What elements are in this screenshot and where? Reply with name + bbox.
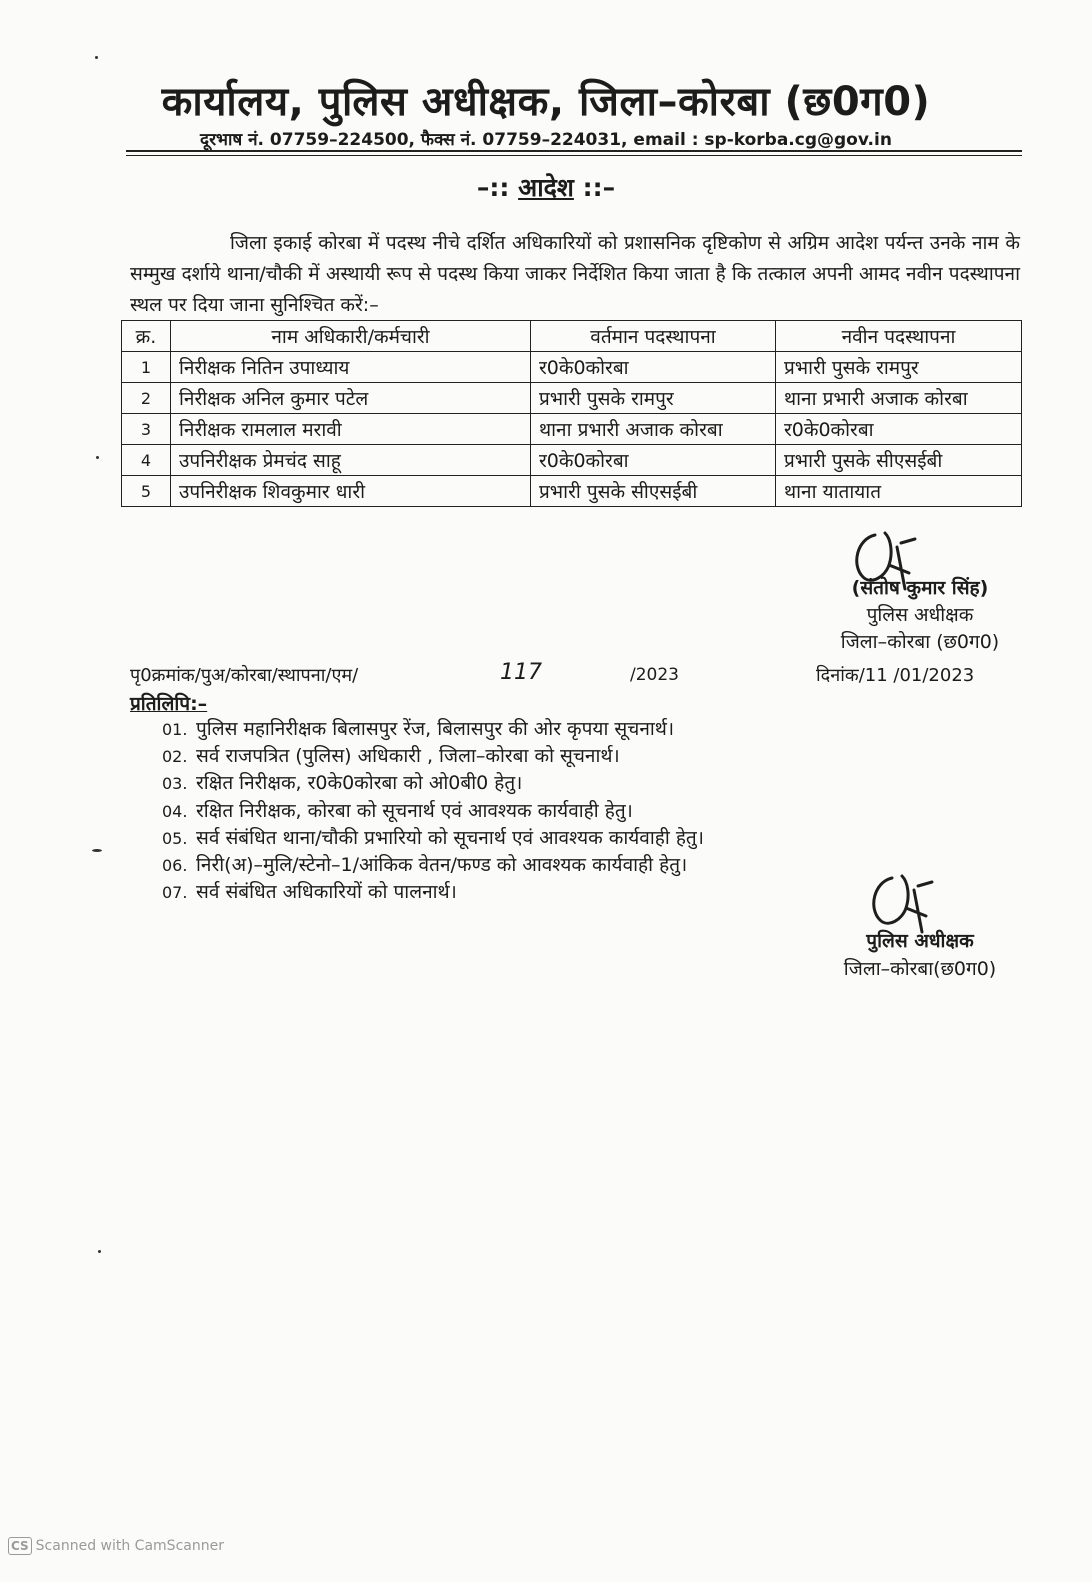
order-title <box>0 170 1092 204</box>
cell-name: निरीक्षक अनिल कुमार पटेल <box>171 383 531 414</box>
list-item <box>162 879 704 906</box>
reference-number: 117 <box>500 660 542 685</box>
order-title-prefix: –:: <box>476 173 519 202</box>
signatory2-district: जिला–कोरबा(छ0ग0) <box>843 958 997 980</box>
copies-list <box>162 716 704 906</box>
header-divider-thin <box>126 155 1022 156</box>
list-item <box>162 852 704 879</box>
table-row <box>122 476 1022 507</box>
item-number: 01. <box>162 720 188 739</box>
order-title-text: आदेश <box>518 173 574 202</box>
reference-year: /2023 <box>630 665 679 685</box>
contact-line: दूरभाष नं. 07759–224500, फैक्स नं. 07759–224031, email : sp-korba.cg@gov.in <box>200 130 892 150</box>
cell-name: उपनिरीक्षक प्रेमचंद साहू <box>171 445 531 476</box>
col-header-new-posting: नवीन पदस्थापना <box>776 321 1022 352</box>
cell-name: निरीक्षक नितिन उपाध्याय <box>171 352 531 383</box>
cell-serial: 5 <box>122 476 171 507</box>
item-text: पुलिस महानिरीक्षक बिलासपुर रेंज, बिलासपुर की ओर कृपया सूचनार्थ। <box>196 718 675 740</box>
watermark-text: Scanned with CamScanner <box>35 1538 224 1554</box>
posting-table <box>121 320 1022 507</box>
item-text: सर्व संबंधित अधिकारियों को पालनार्थ। <box>196 881 457 904</box>
cell-name: उपनिरीक्षक शिवकुमार धारी <box>171 476 531 507</box>
item-number: 05. <box>162 828 188 848</box>
item-number: 04. <box>162 801 188 821</box>
cell-serial: 1 <box>122 352 171 383</box>
cell-current-posting: प्रभारी पुसके सीएसईबी <box>531 476 776 507</box>
signatory-district: जिला–कोरबा (छ0ग0) <box>840 631 1000 653</box>
list-item <box>162 770 704 797</box>
table-row <box>122 352 1022 383</box>
cell-new-posting: र0के0कोरबा <box>776 414 1022 445</box>
cell-current-posting: र0के0कोरबा <box>531 445 776 476</box>
table-header-row <box>122 321 1022 352</box>
cell-new-posting: प्रभारी पुसके सीएसईबी <box>776 445 1022 476</box>
cell-serial: 4 <box>122 445 171 476</box>
signatory2-designation: पुलिस अधीक्षक <box>866 930 974 952</box>
signatory-block <box>790 575 1050 656</box>
list-item <box>162 743 704 770</box>
col-header-current-posting: वर्तमान पदस्थापना <box>531 321 776 352</box>
cell-current-posting: थाना प्रभारी अजाक कोरबा <box>531 414 776 445</box>
scan-speck <box>95 56 98 59</box>
table-row <box>122 383 1022 414</box>
order-paragraph: जिला इकाई कोरबा में पदस्थ नीचे दर्शित अधिकारियों को प्रशासनिक दृष्टिकोण से अग्रिम आदेश पर्यन्त उनके नाम के सम्मुख दर्शाये थाना/चौकी में अस्थायी रूप से पदस्थ किया जाकर निर्देशित किया जाता है कि तत्काल अपनी आमद नवीन पदस्थापना स्थल पर दिया जाना सुनिश्चित करें:– <box>130 232 1020 316</box>
col-header-serial: क्र. <box>122 321 171 352</box>
item-number: 02. <box>162 747 188 767</box>
office-title: कार्यालय, पुलिस अधीक्षक, जिला–कोरबा (छ0ग0) <box>161 79 931 125</box>
scan-speck <box>96 456 99 459</box>
cell-serial: 3 <box>122 414 171 445</box>
item-text: निरी(अ)–मुलि/स्टेनो–1/आंकिक वेतन/फण्ड को आवश्यक कार्यवाही हेतु। <box>196 854 688 877</box>
item-text: रक्षित निरीक्षक, कोरबा को सूचनार्थ एवं आवश्यक कार्यवाही हेतु। <box>196 799 633 822</box>
list-item <box>162 798 704 825</box>
item-number: 03. <box>162 774 188 794</box>
table-row <box>122 414 1022 445</box>
item-number: 06. <box>162 856 188 876</box>
cell-new-posting: प्रभारी पुसके रामपुर <box>776 352 1022 383</box>
camscanner-logo-icon: CS <box>8 1537 32 1555</box>
cell-current-posting: प्रभारी पुसके रामपुर <box>531 383 776 414</box>
item-text: सर्व राजपत्रित (पुलिस) अधिकारी , जिला–कोरबा को सूचनार्थ। <box>196 745 620 768</box>
order-date: दिनांक/11 /01/2023 <box>816 665 975 686</box>
scan-speck <box>92 849 102 852</box>
item-number: 07. <box>162 883 188 903</box>
signatory-name: (संतोष कुमार सिंह) <box>851 577 989 599</box>
signatory-block-2 <box>790 927 1050 983</box>
reference-prefix: पृ0क्रमांक/पुअ/कोरबा/स्थापना/एम/ <box>130 665 359 686</box>
list-item <box>162 716 704 743</box>
scanner-watermark <box>8 1537 224 1555</box>
copies-heading: प्रतिलिपि:– <box>130 693 208 715</box>
cell-new-posting: थाना यातायात <box>776 476 1022 507</box>
cell-name: निरीक्षक रामलाल मरावी <box>171 414 531 445</box>
order-title-suffix: ::– <box>573 173 616 202</box>
item-text: सर्व संबंधित थाना/चौकी प्रभारियो को सूचनार्थ एवं आवश्यक कार्यवाही हेतु। <box>196 826 704 849</box>
signatory-designation: पुलिस अधीक्षक <box>866 604 974 626</box>
cell-serial: 2 <box>122 383 171 414</box>
header-divider <box>126 150 1022 152</box>
item-text: रक्षित निरीक्षक, र0के0कोरबा को ओ0बी0 हेतु। <box>196 772 523 795</box>
col-header-name: नाम अधिकारी/कर्मचारी <box>171 321 531 352</box>
cell-current-posting: र0के0कोरबा <box>531 352 776 383</box>
cell-new-posting: थाना प्रभारी अजाक कोरबा <box>776 383 1022 414</box>
table-row <box>122 445 1022 476</box>
list-item <box>162 825 704 852</box>
scan-speck <box>98 1250 101 1253</box>
